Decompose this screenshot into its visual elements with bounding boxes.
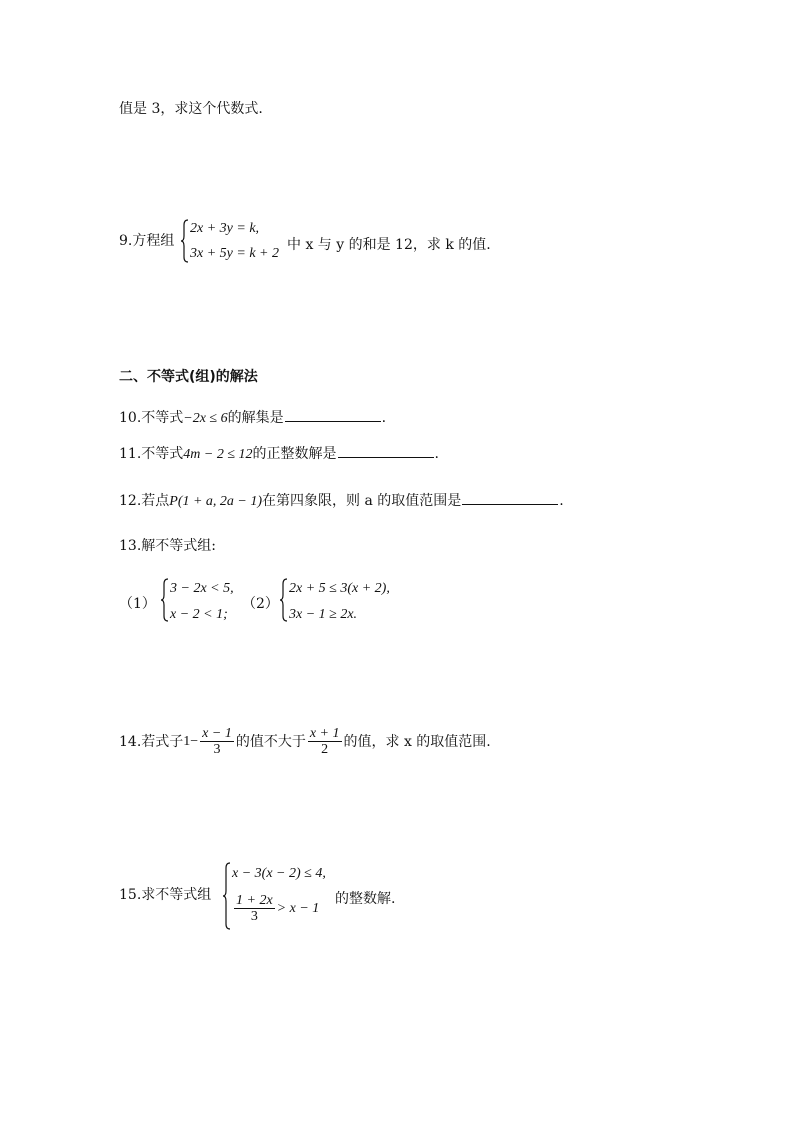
q9-eq1: 2x + 3y = k, xyxy=(190,221,260,236)
q12-answer-blank[interactable] xyxy=(462,492,558,505)
q14 xyxy=(119,726,491,758)
q10-end: . xyxy=(381,410,387,426)
q15-fraction xyxy=(234,893,275,925)
q13-part2-eq2: 3x − 1 ≥ 2x. xyxy=(289,607,358,622)
q12-end: . xyxy=(559,493,564,509)
q15-brace xyxy=(223,862,231,930)
q12 xyxy=(119,492,564,509)
q9-eq2: 3x + 5y = k + 2 xyxy=(190,246,279,261)
q14-middle: 的值不大于 xyxy=(235,733,306,750)
q11-answer-blank[interactable] xyxy=(338,445,434,458)
q12-middle: 在第四象限，则 a 的取值范围是 xyxy=(262,493,462,509)
q11-prefix: 11.不等式 xyxy=(119,446,184,462)
q15-frac-denominator: 3 xyxy=(250,909,258,925)
q14-frac1-numerator: x − 1 xyxy=(202,726,232,741)
q10-answer-blank[interactable] xyxy=(285,409,381,422)
q10 xyxy=(119,409,386,426)
q10-prefix: 10.不等式 xyxy=(119,410,184,426)
q14-frac2-numerator: x + 1 xyxy=(309,726,340,741)
q15-frac-numerator: 1 + 2x xyxy=(236,893,273,908)
q14-suffix: 的值，求 x 的取值范围. xyxy=(343,733,491,750)
q9-brace xyxy=(181,219,189,263)
q11-suffix: 的正整数解是 xyxy=(252,446,337,462)
q11-expr: 4m − 2 ≤ 12 xyxy=(183,447,253,462)
q14-fraction-2 xyxy=(308,726,342,758)
q10-suffix: 的解集是 xyxy=(227,410,284,426)
q14-frac1-denominator: 3 xyxy=(213,742,221,758)
q11 xyxy=(119,445,439,462)
q9-prefix: 9.方程组 xyxy=(119,233,175,249)
q14-fraction-1 xyxy=(200,726,234,758)
q13-part2-label: （2） xyxy=(242,596,279,612)
q15-eq1: x − 3(x − 2) ≤ 4, xyxy=(232,866,326,881)
q14-frac2-denominator: 2 xyxy=(321,742,329,758)
section-title: 二、不等式(组)的解法 xyxy=(119,369,258,385)
q12-expr: P(1 + a, 2a − 1) xyxy=(169,494,263,509)
q15-prefix: 15.求不等式组 xyxy=(119,887,212,903)
q15-eq2 xyxy=(232,893,319,925)
q14-prefix: 14.若式子 xyxy=(119,733,184,750)
q8-tail: 值是 3，求这个代数式. xyxy=(119,101,263,117)
q13-part2-brace xyxy=(280,578,288,622)
q11-end: . xyxy=(434,446,439,462)
q14-one-minus: 1− xyxy=(183,733,199,749)
q13-part2-eq1: 2x + 5 ≤ 3(x + 2), xyxy=(289,581,390,596)
q9-suffix: 中 x 与 y 的和是 12，求 k 的值. xyxy=(287,237,491,253)
q10-expr: −2x ≤ 6 xyxy=(183,411,228,426)
q15-suffix: 的整数解. xyxy=(335,891,396,907)
q13-part1-label: （1） xyxy=(119,596,156,612)
q13-part1-eq2: x − 2 < 1; xyxy=(170,607,228,622)
q13-part1-brace xyxy=(161,578,169,622)
q13-title: 13.解不等式组: xyxy=(119,538,216,554)
q13-part1-eq1: 3 − 2x < 5, xyxy=(170,581,234,596)
q15-eq2-tail: > x − 1 xyxy=(276,900,320,916)
q12-prefix: 12.若点 xyxy=(119,493,170,509)
